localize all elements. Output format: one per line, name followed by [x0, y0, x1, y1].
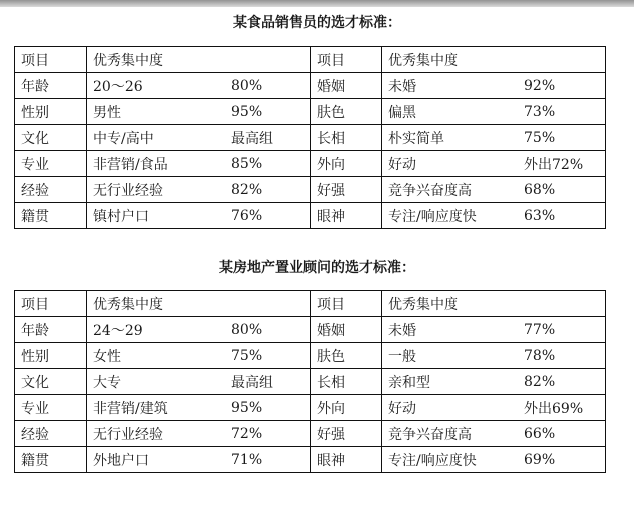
table-row: [15, 203, 606, 229]
criterion-percent: 72%: [231, 425, 263, 442]
criterion-percent: 69%: [524, 451, 556, 468]
criterion-percent: 71%: [231, 451, 263, 468]
criterion-value-cell: [382, 99, 606, 125]
criterion-label: 眼神: [311, 203, 382, 229]
criterion-value: 专注/响应度快: [388, 452, 477, 469]
criterion-value: 一般: [388, 348, 416, 365]
criterion-percent: 73%: [524, 103, 556, 120]
criterion-value-cell: [87, 317, 311, 343]
criterion-value: 专注/响应度快: [388, 208, 477, 225]
criterion-label: 专业: [15, 151, 87, 177]
criterion-label: 籍贯: [15, 203, 87, 229]
criterion-value: 偏黑: [388, 104, 416, 121]
criterion-label: 年龄: [15, 317, 87, 343]
criterion-value-row: [87, 151, 310, 176]
table-row: [15, 125, 606, 151]
header-excellence-left: 优秀集中度: [87, 291, 311, 317]
table-row: [15, 447, 606, 473]
header-excellence-right: 优秀集中度: [382, 47, 606, 73]
criterion-percent: 76%: [231, 207, 263, 224]
criterion-value-row: [382, 73, 605, 98]
criterion-value-row: [87, 73, 310, 98]
criterion-label: 籍贯: [15, 447, 87, 473]
criterion-percent: 82%: [231, 181, 263, 198]
criterion-value-row: [382, 447, 605, 472]
table-row: [15, 421, 606, 447]
criterion-value-cell: [87, 151, 311, 177]
criterion-value-cell: [87, 395, 311, 421]
table-row: [15, 151, 606, 177]
criterion-label: 婚姻: [311, 73, 382, 99]
real-estate-title: 某房地产置业顾问的选才标准：: [219, 260, 415, 276]
criterion-value-row: [382, 99, 605, 124]
criterion-value-cell: [382, 317, 606, 343]
criterion-value: 亲和型: [388, 374, 430, 391]
criterion-value-cell: [87, 99, 311, 125]
criterion-value-cell: [382, 151, 606, 177]
criterion-value-cell: [87, 343, 311, 369]
criterion-percent: 75%: [524, 129, 556, 146]
criterion-value: 未婚: [388, 322, 416, 339]
criterion-value-row: [87, 369, 310, 394]
criterion-value-row: [87, 343, 310, 368]
criterion-value: 女性: [93, 348, 121, 365]
criterion-value-cell: [382, 73, 606, 99]
criterion-value-row: [87, 421, 310, 446]
criterion-value: 24～29: [93, 322, 143, 339]
criterion-value-cell: [87, 369, 311, 395]
header-item-right: 项目: [311, 291, 382, 317]
criterion-value-row: [87, 125, 310, 150]
criterion-value-row: [382, 203, 605, 228]
criterion-value-cell: [382, 395, 606, 421]
criterion-value-row: [382, 177, 605, 202]
criterion-label: 经验: [15, 177, 87, 203]
criterion-value-cell: [87, 73, 311, 99]
table-row: [15, 369, 606, 395]
criterion-label: 长相: [311, 369, 382, 395]
criterion-value-cell: [382, 369, 606, 395]
criterion-value-row: [382, 343, 605, 368]
criterion-percent: 80%: [231, 321, 263, 338]
criterion-value: 竞争兴奋度高: [388, 182, 472, 199]
criterion-label: 经验: [15, 421, 87, 447]
table-header-row: [15, 47, 606, 73]
criterion-value-row: [382, 151, 605, 176]
criterion-label: 专业: [15, 395, 87, 421]
criterion-value-row: [87, 447, 310, 472]
criterion-percent: 95%: [231, 399, 263, 416]
criterion-percent: 82%: [524, 373, 556, 390]
criterion-label: 年龄: [15, 73, 87, 99]
criterion-label: 长相: [311, 125, 382, 151]
criterion-value: 外地户口: [93, 452, 149, 469]
criterion-percent: 最高组: [231, 130, 273, 147]
food-sales-criteria-table: [14, 46, 606, 229]
criterion-percent: 80%: [231, 77, 263, 94]
criterion-value: 未婚: [388, 78, 416, 95]
criterion-value-row: [87, 177, 310, 202]
header-item-left: 项目: [15, 291, 87, 317]
criterion-percent: 外出72%: [524, 156, 584, 173]
criterion-value: 竞争兴奋度高: [388, 426, 472, 443]
criterion-percent: 75%: [231, 347, 263, 364]
criterion-value-cell: [382, 125, 606, 151]
criterion-percent: 92%: [524, 77, 556, 94]
criterion-label: 好强: [311, 177, 382, 203]
table-row: [15, 99, 606, 125]
criterion-value-row: [382, 421, 605, 446]
criterion-label: 文化: [15, 369, 87, 395]
criterion-value: 好动: [388, 400, 416, 417]
criterion-value-row: [87, 99, 310, 124]
criterion-percent: 外出69%: [524, 400, 584, 417]
criterion-label: 性别: [15, 343, 87, 369]
criterion-value: 大专: [93, 374, 121, 391]
criterion-label: 肤色: [311, 99, 382, 125]
criterion-value: 20～26: [93, 78, 143, 95]
criterion-percent: 63%: [524, 207, 556, 224]
criterion-value-row: [87, 317, 310, 342]
criterion-value: 无行业经验: [93, 426, 163, 443]
criterion-value-cell: [382, 343, 606, 369]
criterion-value: 非营销/食品: [93, 156, 168, 173]
criterion-value-row: [382, 369, 605, 394]
criterion-value-cell: [87, 203, 311, 229]
criterion-label: 好强: [311, 421, 382, 447]
criterion-label: 外向: [311, 395, 382, 421]
criterion-value: 好动: [388, 156, 416, 173]
criterion-label: 性别: [15, 99, 87, 125]
criterion-value: 男性: [93, 104, 121, 121]
criterion-value-cell: [87, 177, 311, 203]
criterion-value-row: [382, 125, 605, 150]
criterion-value-row: [382, 317, 605, 342]
header-item-right: 项目: [311, 47, 382, 73]
criterion-value-row: [87, 395, 310, 420]
table-header-row: [15, 291, 606, 317]
real-estate-criteria-table: [14, 290, 606, 473]
criterion-percent: 85%: [231, 155, 263, 172]
criterion-value-cell: [87, 421, 311, 447]
criterion-percent: 78%: [524, 347, 556, 364]
criterion-value: 镇村户口: [93, 208, 149, 225]
criterion-percent: 95%: [231, 103, 263, 120]
criterion-label: 眼神: [311, 447, 382, 473]
food-sales-title: 某食品销售员的选才标准：: [233, 15, 401, 31]
criterion-value-cell: [382, 203, 606, 229]
criterion-value-cell: [382, 177, 606, 203]
criterion-percent: 68%: [524, 181, 556, 198]
criterion-label: 肤色: [311, 343, 382, 369]
criterion-value-cell: [382, 447, 606, 473]
criterion-value-row: [382, 395, 605, 420]
criterion-value-cell: [87, 125, 311, 151]
top-scan-edge: [0, 0, 634, 7]
criterion-label: 婚姻: [311, 317, 382, 343]
table-row: [15, 343, 606, 369]
criterion-percent: 最高组: [231, 374, 273, 391]
header-item-left: 项目: [15, 47, 87, 73]
criterion-value-cell: [382, 421, 606, 447]
header-excellence-right: 优秀集中度: [382, 291, 606, 317]
criterion-value: 朴实简单: [388, 130, 444, 147]
criterion-value: 中专/高中: [93, 130, 154, 147]
criterion-label: 外向: [311, 151, 382, 177]
criterion-value-row: [87, 203, 310, 228]
criterion-label: 文化: [15, 125, 87, 151]
table-row: [15, 317, 606, 343]
criterion-value: 非营销/建筑: [93, 400, 168, 417]
criterion-percent: 77%: [524, 321, 556, 338]
table-row: [15, 395, 606, 421]
header-excellence-left: 优秀集中度: [87, 47, 311, 73]
table-row: [15, 177, 606, 203]
criterion-value-cell: [87, 447, 311, 473]
table-row: [15, 73, 606, 99]
criterion-value: 无行业经验: [93, 182, 163, 199]
criterion-percent: 66%: [524, 425, 556, 442]
